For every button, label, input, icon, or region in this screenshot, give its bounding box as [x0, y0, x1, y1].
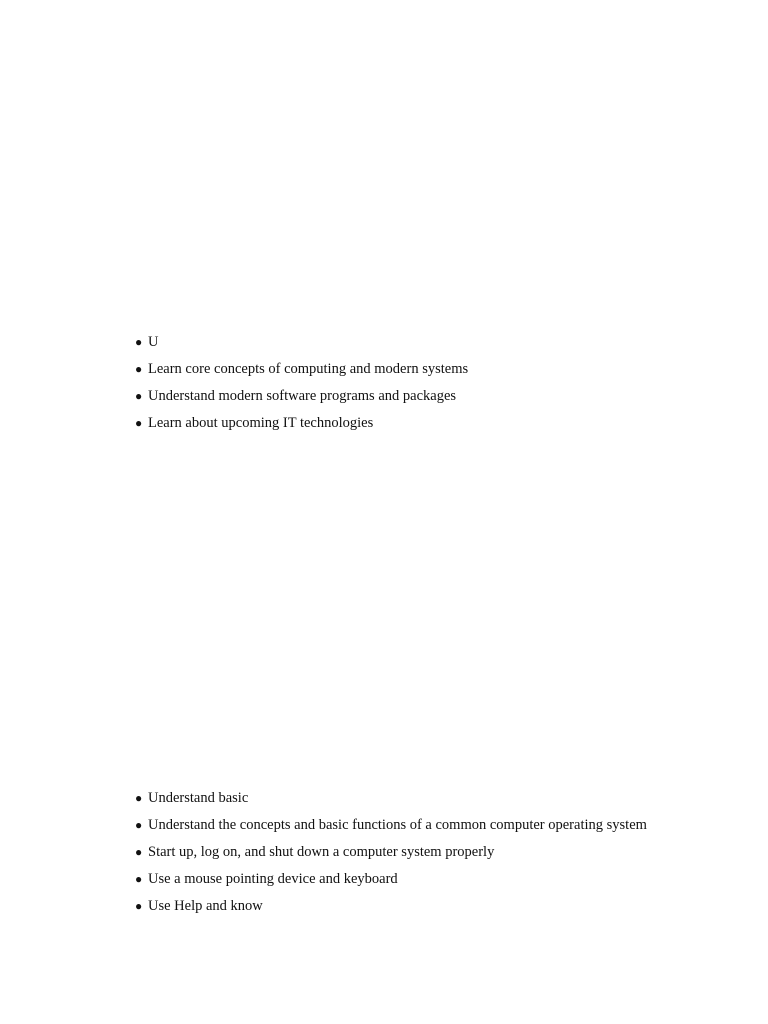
list-item: [135, 842, 647, 869]
bullet-icon: ●: [135, 818, 143, 832]
list-item: [135, 359, 468, 386]
list-item: [135, 869, 647, 896]
list-item-text: Understand modern software programs and packages: [148, 388, 457, 404]
list-item-text: Understand the concepts and basic functions of a common computer operating system: [148, 817, 647, 833]
list-item: [135, 413, 468, 440]
bullet-icon: ●: [135, 872, 143, 886]
list-item: [135, 788, 647, 815]
bullet-icon: ●: [135, 416, 143, 430]
list-item-text: Start up, log on, and shut down a computer system properly: [148, 844, 495, 860]
list-item-text: Learn core concepts of computing and modern systems: [148, 361, 469, 377]
list-item-text: U: [148, 334, 159, 350]
list-item: [135, 332, 468, 359]
bullet-icon: ●: [135, 899, 143, 913]
list-item-text: Learn about upcoming IT technologies: [148, 415, 374, 431]
list-item: [135, 386, 468, 413]
bullet-icon: ●: [135, 791, 143, 805]
list-item-text: Use Help and know: [148, 898, 263, 914]
list-item-text: Understand basic: [148, 790, 249, 806]
list-item: [135, 815, 647, 842]
bullet-icon: ●: [135, 845, 143, 859]
bullet-list-bottom: [135, 788, 647, 923]
bullet-icon: ●: [135, 335, 143, 349]
bullet-list-top: [135, 332, 468, 440]
list-item: [135, 896, 647, 923]
list-item-text: Use a mouse pointing device and keyboard: [148, 871, 398, 887]
bullet-icon: ●: [135, 362, 143, 376]
bullet-icon: ●: [135, 389, 143, 403]
